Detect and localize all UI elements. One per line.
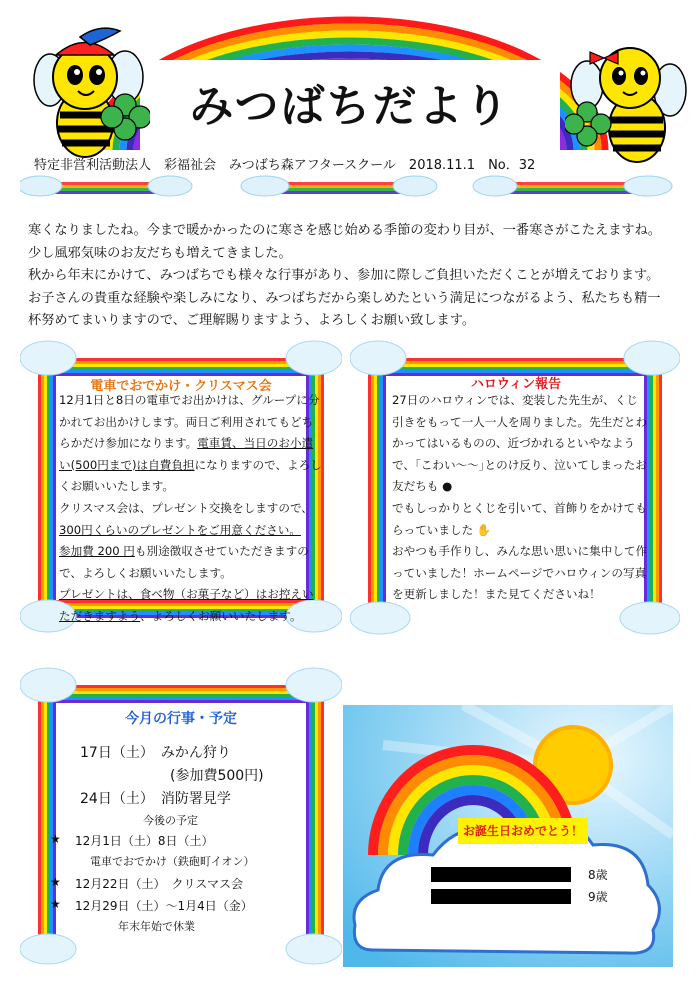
future-item-3-detail: 年末年始で休業 xyxy=(118,920,195,933)
future-item-1: 12月1日（土）8日（土） xyxy=(75,834,214,848)
halloween-body xyxy=(392,390,648,606)
outing-title: 電車でおでかけ・クリスマス会 xyxy=(90,379,272,394)
intro-text xyxy=(28,220,672,333)
halloween-title: ハロウィン報告 xyxy=(470,377,562,392)
outing-present-note: 300円くらいのプレゼントをご用意ください。 xyxy=(59,522,301,537)
outing-fee-note: 電車賃、当日のお小遣い(500円まで)は自費負担 xyxy=(59,436,314,472)
outing-text-5: 、よろしくお願いいたします。 xyxy=(140,608,302,623)
birthday-age-1: 8歳 xyxy=(588,868,608,882)
future-item-1-detail: 電車でおでかけ（鉄砲町イオン） xyxy=(90,855,255,868)
halloween-text-1: 27日のハロウィンでは、変装した先生が、くじ引きをもって一人一人を周りました。先生だとわかってはいるものの、近づかれるといやなようで、｢こわい〜〜｣とのけ反り、泣いてしまったお友だちも xyxy=(392,393,648,494)
halloween-text-3: おやつも手作りし、みんな思い思いに集中して作っていました！ホームページでハロウィンの写真を更新しました！また見てくださいね！ xyxy=(392,544,648,602)
event-fire-station: 24日（土） 消防署見学 xyxy=(80,791,231,807)
event-mikan-fee: (参加費500円) xyxy=(170,768,264,784)
event-mikan: 17日（土） みかん狩り xyxy=(80,745,231,761)
birthday-title: お誕生日おめでとう！ xyxy=(462,824,583,838)
outing-food-note: プレゼントは、食べ物（お菓子など）はお控えいただきますよう xyxy=(59,587,314,623)
star-icon: ★ xyxy=(50,875,61,889)
newsletter-title: みつばちだより xyxy=(189,81,511,132)
future-heading: 今後の予定 xyxy=(143,814,198,827)
future-item-3: 12月29日（土）～1月4日（金） xyxy=(75,899,253,913)
future-item-2: 12月22日（土） クリスマス会 xyxy=(75,877,244,891)
organization-line: 特定非営利活動法人 彩福祉会 みつばち森アフタースクール 2018.11.1 No．32 xyxy=(34,158,536,173)
redacted-name-1 xyxy=(431,867,571,882)
schedule-title: 今月の行事・予定 xyxy=(125,711,237,727)
star-icon: ★ xyxy=(50,832,61,846)
redacted-name-2 xyxy=(431,889,571,904)
bee-boy-illustration xyxy=(30,25,150,160)
intro-paragraph-1: 寒くなりましたね。今まで暖かかったのに寒さを感じ始める季節の変わり目が、一番寒さがこたえますね。少し風邪気味のお友だちも増えてきました。 xyxy=(28,223,661,261)
header-cloud-band xyxy=(20,168,680,198)
outing-text-2: になりますので、よろしくお願いいたします。 xyxy=(59,457,322,494)
outing-text-3: クリスマス会は、プレゼント交換をしますので、 xyxy=(59,500,313,515)
intro-paragraph-2: 秋から年末にかけて、みつばちでも様々な行事があり、参加に際しご負担いただくことが増えております。お子さんの貴重な経験や楽しみになり、みつばちだから楽しめたという満足につながるよう、私たちも精一杯努めてまいりますので、ご理解賜りますよう、よろしくお願い致します。 xyxy=(28,268,661,328)
outing-participation-fee: 参加費 200 円 xyxy=(59,544,135,559)
halloween-text-2: でもしっかりとくじを引いて、首飾りをかけてもらっていました xyxy=(392,500,647,537)
outing-text-1: 12月1日と8日の電車でお出かけは、グループに分かれてお出かけします。両日ご利用されてもどちらかだけ参加になります。 xyxy=(59,393,320,451)
sad-face-icon: ● xyxy=(438,479,453,494)
outing-text-4: も別途徴収させていただきますので、よろしくお願いいたします。 xyxy=(59,544,309,580)
bee-girl-illustration xyxy=(565,30,690,165)
star-icon: ★ xyxy=(50,897,61,911)
outing-body xyxy=(59,390,323,628)
clap-icon: ✋ xyxy=(473,522,492,537)
birthday-age-2: 9歳 xyxy=(588,890,608,904)
